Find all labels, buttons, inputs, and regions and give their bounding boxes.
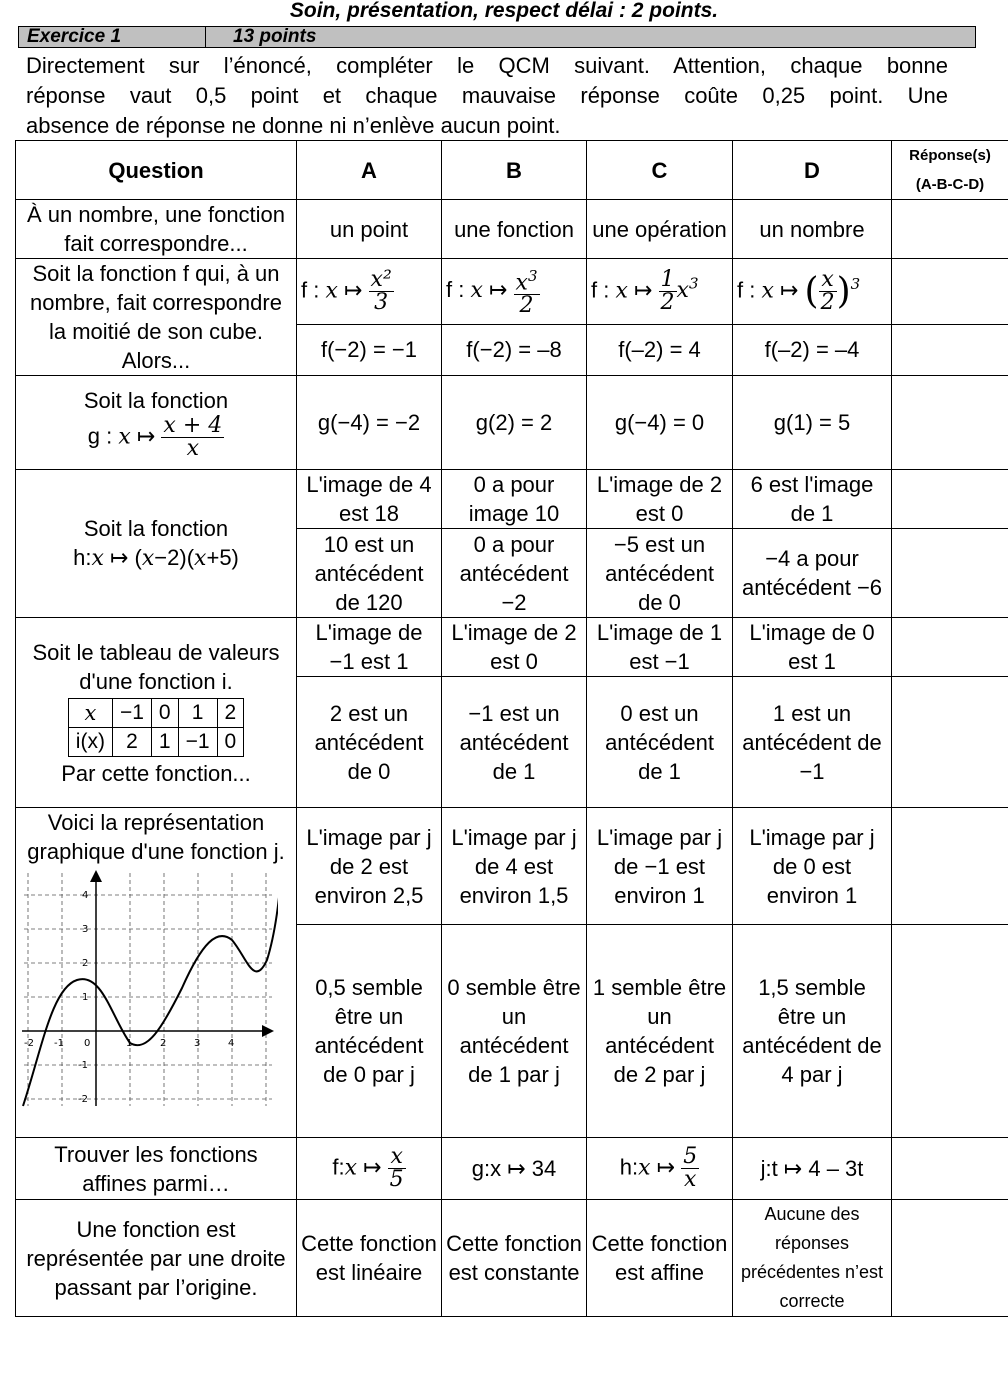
option-b[interactable]: Cette fonction est constante [442,1200,587,1317]
option-d[interactable]: 6 est l'image de 1 [733,470,892,529]
option-c[interactable]: f : x ↦ $\frac{1}{2}$ $x^3$ [587,259,733,325]
exercise-name: Exercice 1 [27,26,122,47]
col-question: Question [16,141,297,200]
instructions-line: Directement sur l’énoncé, compléter le QCM suivant. Attention, chaque bonne [26,53,948,78]
option-c[interactable]: h:x ↦ $\frac{5}{x}$ [587,1138,733,1200]
answer-cell[interactable] [892,1138,1008,1200]
option-b[interactable]: une fonction [442,200,587,259]
option-b[interactable]: f(−2) = –8 [442,324,587,375]
option-d[interactable]: un nombre [733,200,892,259]
option-d[interactable]: 1,5 semble être un antécédent de 4 par j [733,925,892,1138]
question-cell: Une fonction est représentée par une droite passant par l’origine. [16,1200,297,1317]
option-c[interactable]: 1 semble être un antécédent de 2 par j [587,925,733,1138]
answer-cell[interactable] [892,618,1008,677]
option-a[interactable]: f:x ↦ $\frac{x}{5}$ [297,1138,442,1200]
table-row [16,470,1008,529]
answer-cell[interactable] [892,470,1008,529]
svg-text:1: 1 [82,992,89,1003]
answer-cell[interactable] [892,259,1008,325]
svg-text:1: 1 [126,1038,133,1049]
svg-text:3: 3 [194,1038,201,1049]
option-c[interactable]: Cette fonction est affine [587,1200,733,1317]
option-a[interactable]: L'image de −1 est 1 [297,618,442,677]
answer-cell[interactable] [892,376,1008,470]
option-c[interactable]: L'image de 2 est 0 [587,470,733,529]
svg-text:-1: -1 [54,1038,64,1049]
table-row [16,200,1008,259]
question-cell: Soit le tableau de valeurs d'une fonction i. x −1 0 1 2 i(x) 2 1 −1 0 Par cette fonction... [16,618,297,808]
qcm-table [15,140,1008,1317]
svg-text:4: 4 [228,1038,235,1049]
option-a[interactable]: L'image par j de 2 est environ 2,5 [297,808,442,925]
option-d[interactable]: f : x ↦ ( $\frac{x}{2}$ )$^3$ [733,259,892,325]
option-d[interactable]: L'image par j de 0 est environ 1 [733,808,892,925]
svg-text:-2: -2 [78,1094,88,1105]
option-c[interactable]: L'image par j de −1 est environ 1 [587,808,733,925]
option-c[interactable]: une opération [587,200,733,259]
function-graph [22,868,278,1108]
question-cell: Soit la fonction g : x ↦ $\frac{x + 4}{x}$ [16,376,297,470]
option-b[interactable]: 0 a pour antécédent −2 [442,529,587,618]
col-d: D [733,141,892,200]
answer-cell[interactable] [892,1200,1008,1317]
header-row [16,141,1008,200]
svg-text:2: 2 [160,1038,167,1049]
option-c[interactable]: −5 est un antécédent de 0 [587,529,733,618]
option-b[interactable]: L'image de 2 est 0 [442,618,587,677]
option-a[interactable]: 10 est un antécédent de 120 [297,529,442,618]
col-response-subtitle: (A-B-C-D) [915,176,985,193]
svg-text:-1: -1 [78,1060,88,1071]
question-cell: Voici la représentation graphique d'une fonction j. -2 -1 0 1 2 3 4 4 3 2 1 -1 -2 [16,808,297,1138]
table-row [16,1200,1008,1317]
option-d[interactable]: Aucune des réponses précédentes n’est correcte [733,1200,892,1317]
svg-text:3: 3 [82,924,89,935]
svg-text:2: 2 [82,958,89,969]
option-d[interactable]: −4 a pour antécédent −6 [733,529,892,618]
option-a[interactable]: f : x ↦ $\frac{\text{x²}}{3}$ [297,259,442,325]
table-row [16,808,1008,925]
answer-cell[interactable] [892,808,1008,925]
instructions-line: absence de réponse ne donne ni n’enlève aucun point. [26,113,561,138]
col-response [892,141,1008,200]
option-b[interactable]: f : x ↦ $\frac{x^3}{2}$ [442,259,587,325]
svg-text:0: 0 [84,1038,91,1049]
instructions [26,51,948,141]
col-response-title: Réponse(s) [909,147,991,164]
question-cell: Soit la fonction f qui, à un nombre, fait correspondre la moitié de son cube. Alors... [16,259,297,376]
answer-cell[interactable] [892,324,1008,375]
option-c[interactable]: g(−4) = 0 [587,376,733,470]
answer-cell[interactable] [892,925,1008,1138]
question-cell: Soit la fonction h:x ↦ (x−2)(x+5) [16,470,297,618]
answer-cell[interactable] [892,529,1008,618]
answer-cell[interactable] [892,677,1008,808]
svg-text:4: 4 [82,890,89,901]
col-a: A [297,141,442,200]
option-d[interactable]: 1 est un antécédent de −1 [733,677,892,808]
table-row [16,618,1008,677]
option-c[interactable]: f(–2) = 4 [587,324,733,375]
option-a[interactable]: Cette fonction est linéaire [297,1200,442,1317]
option-a[interactable]: 0,5 semble être un antécédent de 0 par j [297,925,442,1138]
option-b[interactable]: −1 est un antécédent de 1 [442,677,587,808]
option-b[interactable]: 0 semble être un antécédent de 1 par j [442,925,587,1138]
option-d[interactable]: L'image de 0 est 1 [733,618,892,677]
option-c[interactable]: 0 est un antécédent de 1 [587,677,733,808]
table-row [16,1138,1008,1200]
option-b[interactable]: g:x ↦ 34 [442,1138,587,1200]
instructions-line: réponse vaut 0,5 point et chaque mauvaise réponse coûte 0,25 point. Une [26,83,948,108]
svg-text:-2: -2 [24,1038,34,1049]
option-d[interactable]: j:t ↦ 4 – 3t [733,1138,892,1200]
exercise-points: 13 points [233,26,317,47]
col-c: C [587,141,733,200]
col-b: B [442,141,587,200]
option-d[interactable]: g(1) = 5 [733,376,892,470]
table-row [16,376,1008,470]
page-header: Soin, présentation, respect délai : 2 points. [289,0,719,22]
option-c[interactable]: L'image de 1 est −1 [587,618,733,677]
exercise-bar [18,26,976,48]
option-d[interactable]: f(–2) = –4 [733,324,892,375]
option-a[interactable]: g(−4) = −2 [297,376,442,470]
option-a[interactable]: L'image de 4 est 18 [297,470,442,529]
option-a[interactable]: 2 est un antécédent de 0 [297,677,442,808]
table-row [16,259,1008,325]
option-b[interactable]: 0 a pour image 10 [442,470,587,529]
option-a[interactable]: f(−2) = −1 [297,324,442,375]
question-cell: À un nombre, une fonction fait correspondre... [16,200,297,259]
values-table: x −1 0 1 2 i(x) 2 1 −1 0 [68,698,244,757]
answer-cell[interactable] [892,200,1008,259]
question-cell: Trouver les fonctions affines parmi… [16,1138,297,1200]
option-b[interactable]: g(2) = 2 [442,376,587,470]
option-a[interactable]: un point [297,200,442,259]
option-b[interactable]: L'image par j de 4 est environ 1,5 [442,808,587,925]
